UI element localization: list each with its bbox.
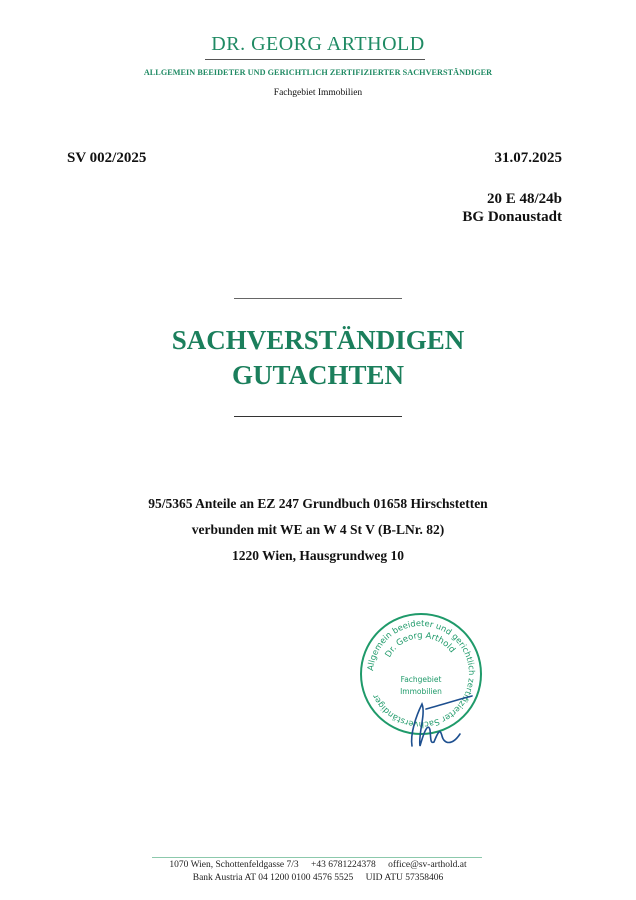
svg-text:Dr. Georg Arthold: Dr. Georg Arthold xyxy=(383,630,457,660)
expert-field: Fachgebiet Immobilien xyxy=(273,88,363,98)
document-title xyxy=(0,323,636,393)
footer-divider xyxy=(152,857,482,858)
property-share: 95/5365 Anteile an EZ 247 Grundbuch 01658 Hirschstetten xyxy=(148,496,488,511)
svg-text:Allgemein beeideter und gerich: Allgemein beeideter und gerichtlich zertifizierter Sachverständiger xyxy=(365,617,478,731)
footer-bank: Bank Austria AT 04 1200 0100 4576 5525 xyxy=(192,873,354,883)
footer-phone: +43 6781224378 xyxy=(311,860,376,870)
svg-text:Immobilien: Immobilien xyxy=(400,687,442,696)
title-divider-top xyxy=(234,298,402,299)
svg-text:Fachgebiet: Fachgebiet xyxy=(400,675,442,684)
report-date: 31.07.2025 xyxy=(494,150,562,166)
stamp-seal-icon xyxy=(356,604,486,754)
footer-banking xyxy=(0,873,636,883)
footer-contact xyxy=(0,860,636,870)
property-address: 1220 Wien, Hausgrundweg 10 xyxy=(231,548,405,563)
court-name: BG Donaustadt xyxy=(462,209,562,225)
footer-address: 1070 Wien, Schottenfeldgasse 7/3 xyxy=(169,860,299,870)
report-number: SV 002/2025 xyxy=(67,150,147,166)
expert-name-heading: DR. GEORG ARTHOLD xyxy=(211,33,425,55)
title-divider-bottom xyxy=(234,416,402,417)
header-divider xyxy=(205,59,425,60)
expert-qualification: ALLGEMEIN BEEIDETER UND GERICHTLICH ZERTIFIZIERTER SACHVERSTÄNDIGER xyxy=(143,68,493,77)
footer-email: office@sv-arthold.at xyxy=(388,860,467,870)
footer-uid: UID ATU 57358406 xyxy=(365,873,444,883)
title-line-2: GUTACHTEN xyxy=(231,360,405,390)
official-stamp xyxy=(356,604,486,754)
property-unit: verbunden mit WE an W 4 St V (B-LNr. 82) xyxy=(191,522,445,537)
case-number: 20 E 48/24b xyxy=(486,191,562,207)
title-line-1: SACHVERSTÄNDIGEN xyxy=(171,325,465,355)
